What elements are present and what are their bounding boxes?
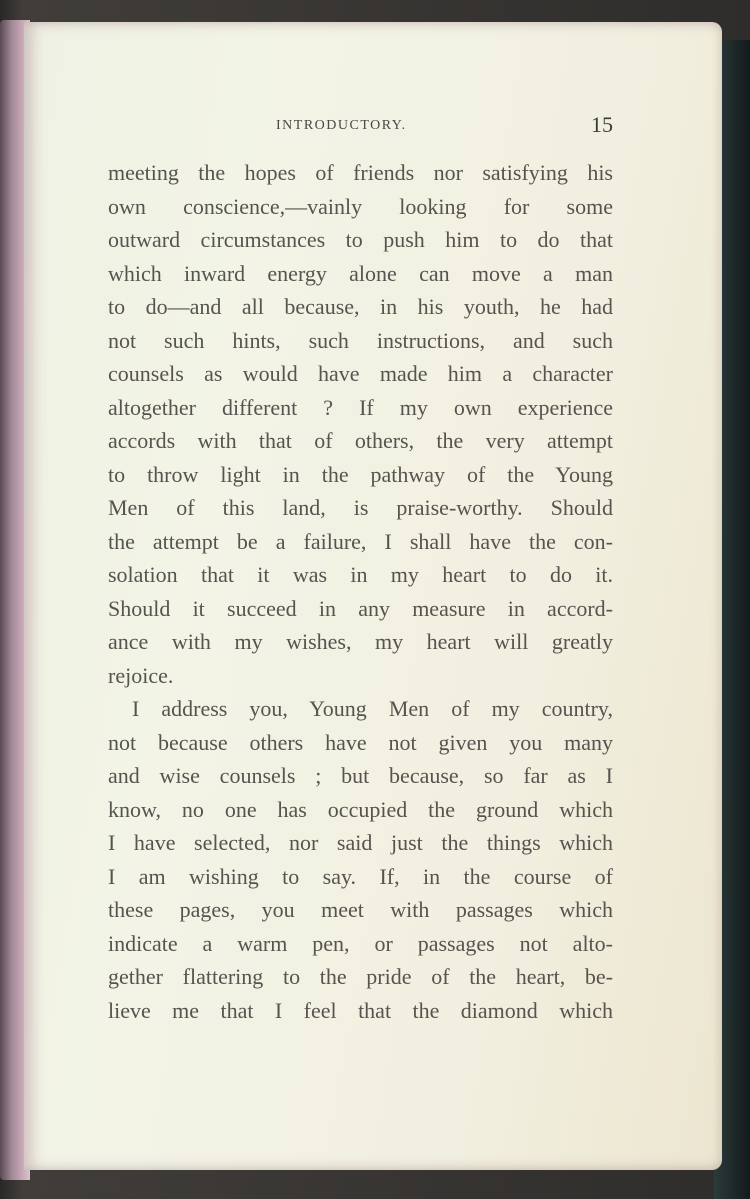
text-line: these pages, you meet with passages which [108,897,613,922]
text-line: gether flattering to the pride of the heart, be- [108,964,613,989]
running-title: INTRODUCTORY. [276,118,407,133]
text-line: Men of this land, is praise-worthy. Should [108,495,613,520]
running-head [108,108,613,144]
text-line: ance with my wishes, my heart will greatly [108,629,613,654]
text-line: to do—and all because, in his youth, he had [108,294,613,319]
page-text [108,156,613,1027]
text-line: I am wishing to say. If, in the course of [108,863,613,889]
text-line: I have selected, nor said just the things which [108,830,613,855]
text-line: lieve me that I feel that the diamond which [108,997,613,1023]
text-line: altogether different ? If my own experience [108,394,613,420]
text-line: which inward energy alone can move a man [108,260,613,286]
paragraph-start-line: I address you, Young Men of my country, [132,696,613,721]
text-line: counsels as would have made him a character [108,361,613,386]
text-line: the attempt be a failure, I shall have the con- [108,528,613,554]
text-line: not such hints, such instructions, and such [108,327,613,353]
text-line: outward circumstances to push him to do that [108,227,613,252]
text-line: to throw light in the pathway of the Young [108,461,613,487]
text-line: not because others have not given you many [108,729,613,755]
text-line: indicate a warm pen, or passages not alto- [108,930,613,956]
page-number: 15 [591,112,613,137]
text-line: know, no one has occupied the ground which [108,796,613,822]
text-line: solation that it was in my heart to do it. [108,562,613,587]
text-line: rejoice. [108,662,174,688]
text-line: own conscience,—vainly looking for some [108,193,613,219]
text-line: and wise counsels ; but because, so far as I [108,763,613,788]
text-line: Should it succeed in any measure in accord- [108,595,613,621]
text-line: meeting the hopes of friends nor satisfying his [108,160,613,185]
text-line: accords with that of others, the very attempt [108,428,613,453]
